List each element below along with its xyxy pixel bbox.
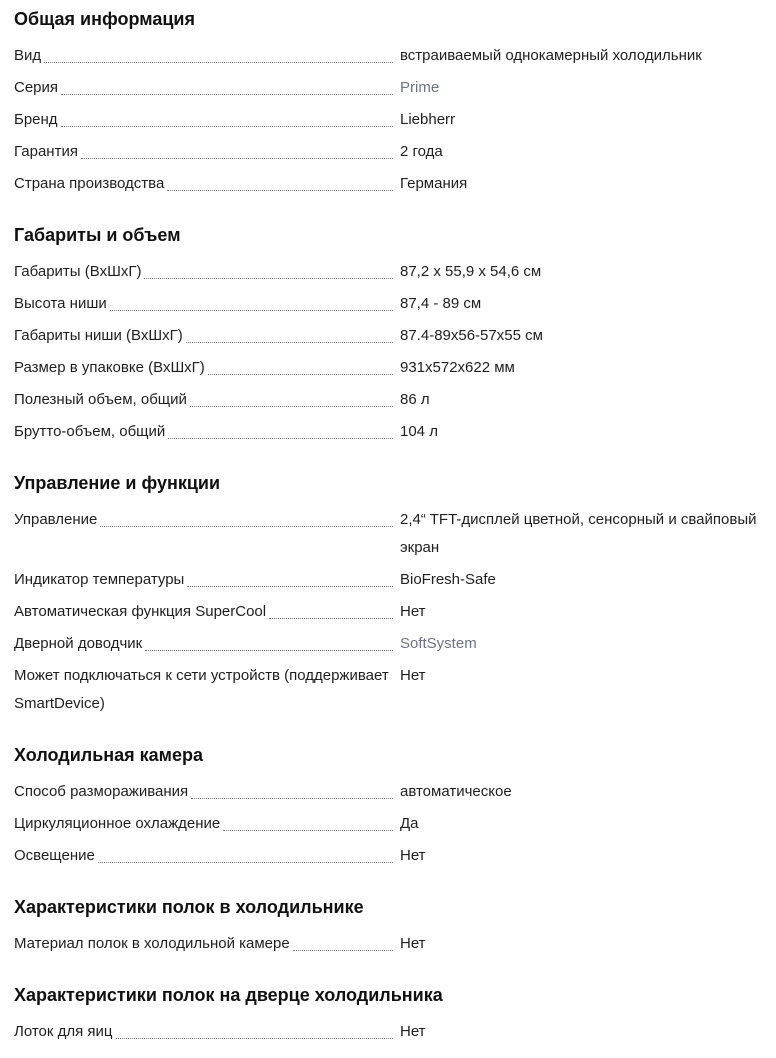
spec-row <box>14 776 763 808</box>
spec-value: 87,4 - 89 см <box>400 295 482 312</box>
section-rows <box>14 256 763 448</box>
dotted-leader <box>208 374 393 375</box>
spec-row-left <box>14 74 396 102</box>
spec-section <box>14 472 763 720</box>
spec-value: Нет <box>400 1023 426 1040</box>
spec-row-left <box>14 810 396 838</box>
dotted-leader <box>110 310 393 311</box>
spec-list <box>14 8 763 1048</box>
dotted-leader <box>269 618 393 619</box>
spec-row-left <box>14 1018 396 1046</box>
section-title: Характеристики полок в холодильнике <box>14 897 364 917</box>
spec-row <box>14 288 763 320</box>
dotted-leader <box>61 94 393 95</box>
dotted-leader <box>100 526 393 527</box>
spec-value: Нет <box>400 603 426 620</box>
spec-label: Страна производства <box>14 175 165 192</box>
spec-section <box>14 224 763 448</box>
section-rows <box>14 40 763 200</box>
spec-value: Да <box>400 815 419 832</box>
spec-value-link[interactable]: SoftSystem <box>400 635 477 652</box>
spec-row-left <box>14 354 396 382</box>
section-rows <box>14 928 763 960</box>
section-title: Холодильная камера <box>14 745 203 765</box>
spec-row <box>14 72 763 104</box>
spec-row-left <box>14 662 396 718</box>
spec-row <box>14 808 763 840</box>
spec-row-left <box>14 930 396 958</box>
spec-value-link[interactable]: Prime <box>400 79 440 96</box>
dotted-leader <box>44 62 393 63</box>
spec-label: Полезный объем, общий <box>14 391 187 408</box>
spec-label: Высота ниши <box>14 295 107 312</box>
spec-value: 86 л <box>400 391 430 408</box>
spec-label: Управление <box>14 511 98 528</box>
spec-value: Германия <box>400 175 468 192</box>
spec-row-left <box>14 778 396 806</box>
spec-row-left <box>14 842 396 870</box>
spec-label: Габариты ниши (ВхШхГ) <box>14 327 183 344</box>
spec-label: Гарантия <box>14 143 78 160</box>
spec-label: Серия <box>14 79 59 96</box>
spec-row <box>14 104 763 136</box>
spec-row-left <box>14 598 396 626</box>
dotted-leader <box>293 950 393 951</box>
spec-value: Нет <box>400 935 426 952</box>
dotted-leader <box>98 862 393 863</box>
spec-row <box>14 504 763 564</box>
dotted-leader <box>144 278 393 279</box>
spec-row <box>14 660 763 720</box>
spec-label: Может подключаться к сети устройств (поддерживает SmartDevice) <box>14 667 389 712</box>
section-title: Габариты и объем <box>14 225 181 245</box>
spec-row-left <box>14 566 396 594</box>
spec-label: Дверной доводчик <box>14 635 143 652</box>
spec-row <box>14 928 763 960</box>
spec-row <box>14 40 763 72</box>
section-title: Управление и функции <box>14 473 221 493</box>
section-rows <box>14 1016 763 1048</box>
spec-row <box>14 840 763 872</box>
dotted-leader <box>168 438 393 439</box>
spec-row <box>14 320 763 352</box>
spec-row <box>14 136 763 168</box>
dotted-leader <box>167 190 393 191</box>
spec-row <box>14 628 763 660</box>
spec-row <box>14 564 763 596</box>
dotted-leader <box>186 342 393 343</box>
dotted-leader <box>190 406 393 407</box>
spec-value: Liebherr <box>400 111 456 128</box>
spec-value: 2 года <box>400 143 443 160</box>
spec-row <box>14 384 763 416</box>
spec-value: Нет <box>400 667 426 684</box>
spec-section <box>14 744 763 872</box>
spec-value: автоматическое <box>400 783 512 800</box>
section-rows <box>14 504 763 720</box>
spec-row <box>14 1016 763 1048</box>
spec-row-left <box>14 170 396 198</box>
spec-label: Лоток для яиц <box>14 1023 113 1040</box>
dotted-leader <box>187 586 393 587</box>
spec-row-left <box>14 506 396 534</box>
dotted-leader <box>116 1038 393 1039</box>
dotted-leader <box>223 830 393 831</box>
spec-value: 87,2 x 55,9 x 54,6 см <box>400 263 542 280</box>
spec-value: 87.4-89х56-57х55 см <box>400 327 543 344</box>
dotted-leader <box>191 798 393 799</box>
spec-label: Циркуляционное охлаждение <box>14 815 221 832</box>
spec-value: Нет <box>400 847 426 864</box>
spec-row <box>14 416 763 448</box>
spec-label: Способ размораживания <box>14 783 189 800</box>
dotted-leader <box>145 650 393 651</box>
spec-row <box>14 596 763 628</box>
spec-section <box>14 896 763 960</box>
section-rows <box>14 776 763 872</box>
section-title: Общая информация <box>14 9 195 29</box>
dotted-leader <box>81 158 393 159</box>
spec-label: Индикатор температуры <box>14 571 185 588</box>
spec-row-left <box>14 258 396 286</box>
spec-label: Материал полок в холодильной камере <box>14 935 290 952</box>
spec-row <box>14 168 763 200</box>
section-title: Характеристики полок на дверце холодильника <box>14 985 443 1005</box>
spec-label: Освещение <box>14 847 95 864</box>
spec-row-left <box>14 386 396 414</box>
spec-row-left <box>14 630 396 658</box>
spec-row <box>14 256 763 288</box>
spec-section <box>14 984 763 1048</box>
dotted-leader <box>61 126 393 127</box>
spec-value: 104 л <box>400 423 438 440</box>
spec-value: BioFresh-Safe <box>400 571 496 588</box>
spec-label: Автоматическая функция SuperCool <box>14 603 267 620</box>
spec-label: Габариты (ВхШхГ) <box>14 263 142 280</box>
spec-row-left <box>14 138 396 166</box>
spec-row <box>14 352 763 384</box>
spec-row-left <box>14 106 396 134</box>
spec-row-left <box>14 322 396 350</box>
spec-value: 2,4“ TFT-дисплей цветной, сенсорный и свайповый экран <box>400 511 757 556</box>
spec-label: Размер в упаковке (ВхШхГ) <box>14 359 205 376</box>
spec-section <box>14 8 763 200</box>
spec-value: встраиваемый однокамерный холодильник <box>400 47 702 64</box>
spec-row-left <box>14 418 396 446</box>
spec-value: 931х572х622 мм <box>400 359 515 376</box>
spec-label: Бренд <box>14 111 58 128</box>
spec-row-left <box>14 290 396 318</box>
spec-label: Брутто-объем, общий <box>14 423 166 440</box>
spec-row-left <box>14 42 396 70</box>
spec-label: Вид <box>14 47 42 64</box>
